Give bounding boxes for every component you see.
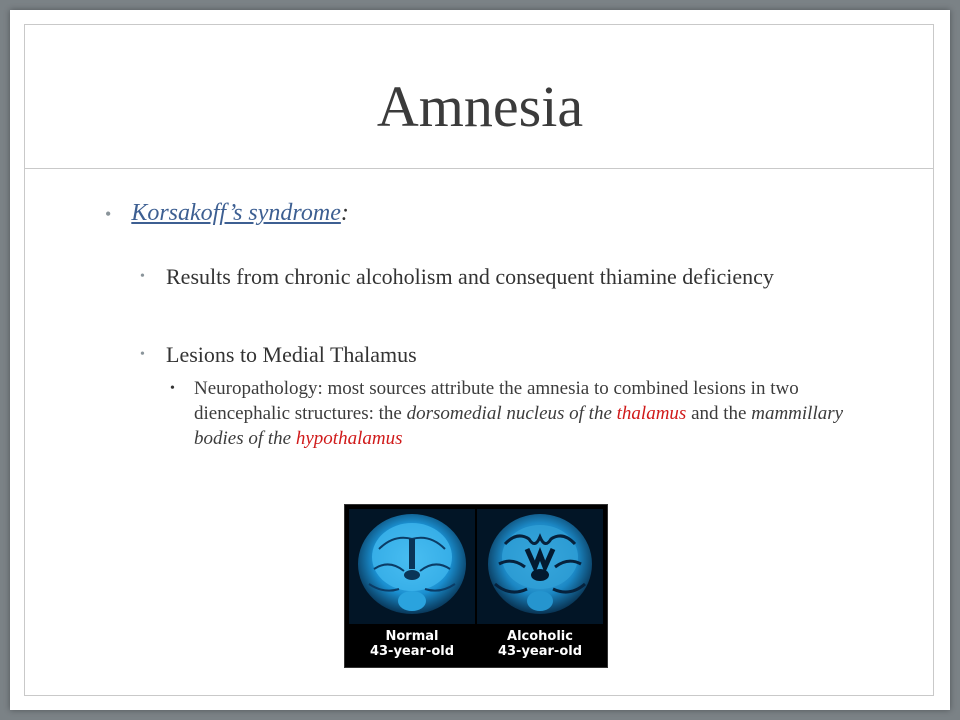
sub-bullet-lesions-text: Lesions to Medial Thalamus [166, 342, 417, 367]
brain-scan-alcoholic-graphic [477, 509, 603, 624]
mri-comparison-image [344, 504, 608, 668]
caption-normal [349, 629, 475, 659]
brain-scan-normal-graphic [349, 509, 475, 624]
neuro-text-italic2: mammillary bodies of the [194, 403, 844, 449]
bullet-korsakoff [105, 200, 865, 227]
caption-normal-line1: Normal [385, 629, 439, 644]
caption-normal-line2: 43-year-old [369, 644, 455, 659]
mri-normal-brain [349, 509, 475, 624]
slide-title: Amnesia [376, 74, 584, 139]
bullet-dot: • [140, 347, 145, 362]
neuro-text-part2: and the [686, 403, 752, 424]
caption-alcoholic [477, 629, 603, 659]
neuropathology-text [194, 376, 870, 451]
korsakoff-suffix: : [340, 200, 349, 226]
thalamus-term: thalamus [616, 403, 687, 424]
neuro-text-part1: Neuropathology: most sources attribute the amnesia to combined lesions in two diencephalic structures: the [194, 378, 799, 424]
sub-bullet-cause [140, 262, 860, 292]
hypothalamus-term: hypothalamus [295, 428, 403, 449]
sub-bullet-cause-text: Results from chronic alcoholism and consequent thiamine deficiency [166, 264, 774, 289]
bullet-dot: • [170, 381, 175, 396]
sub-bullet-lesions [140, 340, 860, 370]
mri-alcoholic-brain [477, 509, 603, 624]
bullet-dot: • [140, 269, 145, 284]
caption-alcoholic-line2: 43-year-old [497, 644, 583, 659]
caption-alcoholic-line1: Alcoholic [507, 629, 573, 644]
slide [10, 10, 950, 710]
korsakoff-link[interactable]: Korsakoff’s syndrome [131, 200, 341, 226]
neuro-text-italic1: dorsomedial nucleus of the [406, 403, 617, 424]
sub-sub-bullet-neuropathology [170, 376, 870, 451]
title-divider [25, 168, 933, 169]
bullet-dot: • [105, 204, 112, 224]
